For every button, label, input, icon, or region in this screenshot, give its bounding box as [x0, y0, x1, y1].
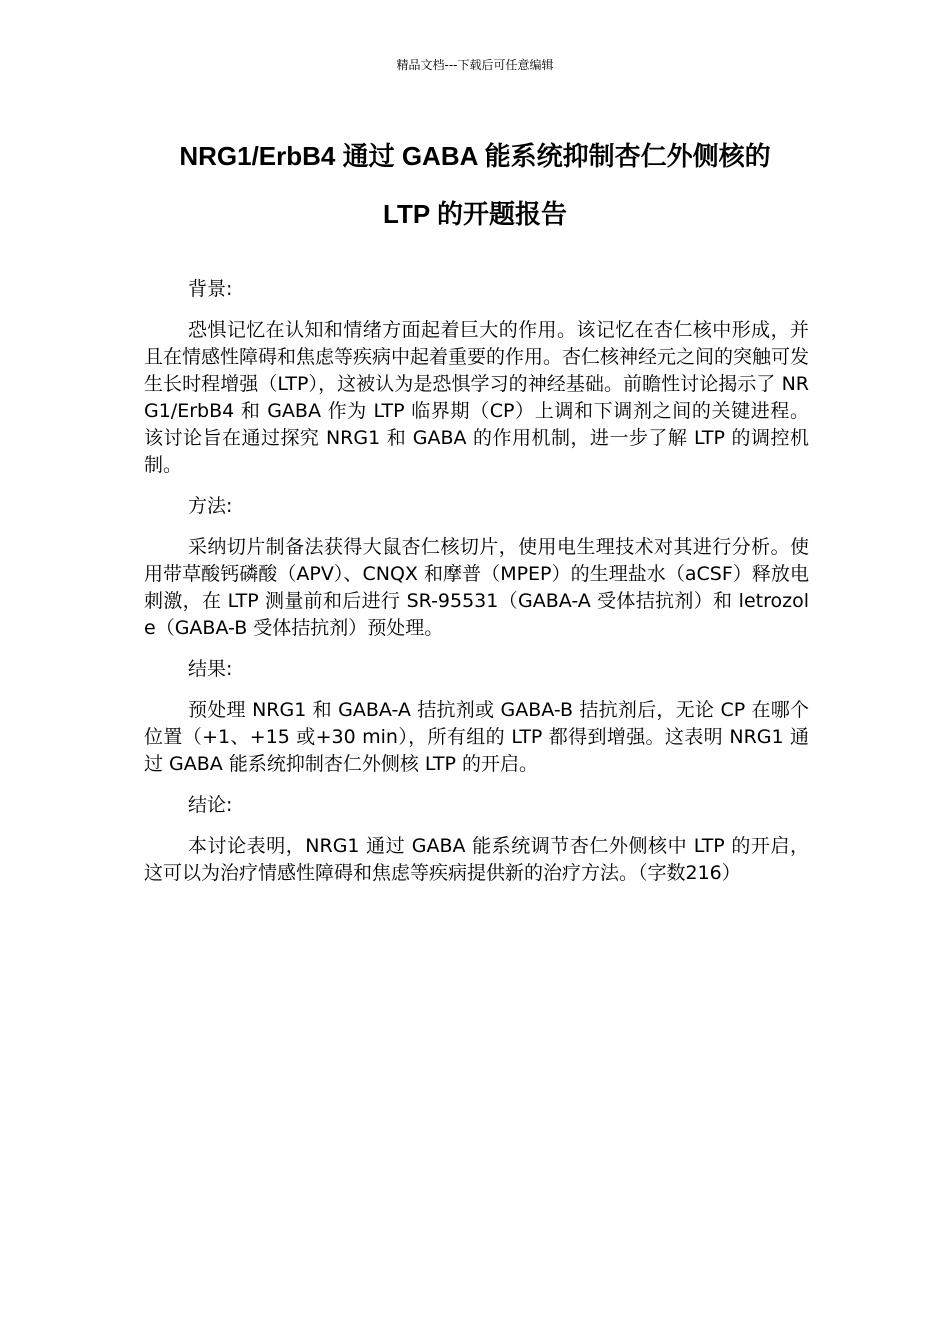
methods-heading: 方法:: [188, 495, 233, 517]
document-title-line-1: NRG1/ErbB4 通过 GABA 能系统抑制杏仁外侧核的: [179, 141, 771, 171]
methods-paragraph: 采纳切片制备法获得大鼠杏仁核切片，使用电生理技术对其进行分析。使用带草酸钙磷酸（APV）、CNQX 和摩普（MPEP）的生理盐水（aCSF）释放电刺激，在 LTP 测量前和后进行 SR-95531（GABA-A 受体拮抗剂）和 letrozole（GABA-B 受体拮抗剂）预处理。: [144, 536, 809, 639]
background-paragraph: 恐惧记忆在认知和情绪方面起着巨大的作用。该记忆在杏仁核中形成，并且在情感性障碍和焦虑等疾病中起着重要的作用。杏仁核神经元之间的突触可发生长时程增强（LTP），这被认为是恐惧学习的神经基础。前瞻性讨论揭示了 NRG1/ErbB4 和 GABA 作为 LTP 临界期（CP）上调和下调剂之间的关键进程。该讨论旨在通过探究 NRG1 和 GABA 的作用机制，进一步了解 LTP 的调控机制。: [144, 319, 810, 476]
document-title-line-2: LTP 的开题报告: [383, 199, 567, 229]
conclusion-heading: 结论:: [188, 794, 233, 816]
background-heading: 背景:: [188, 278, 233, 300]
header-note: 精品文档---下载后可任意编辑: [396, 58, 554, 72]
results-paragraph: 预处理 NRG1 和 GABA-A 拮抗剂或 GABA-B 拮抗剂后，无论 CP 在哪个位置（+1、+15 或+30 min），所有组的 LTP 都得到增强。这表明 NRG1 通过 GABA 能系统抑制杏仁外侧核 LTP 的开启。: [144, 699, 809, 775]
results-heading: 结果:: [188, 658, 233, 680]
conclusion-paragraph: 本讨论表明，NRG1 通过 GABA 能系统调节杏仁外侧核中 LTP 的开启，这可以为治疗情感性障碍和焦虑等疾病提供新的治疗方法。（字数216）: [144, 835, 809, 884]
document-body: [144, 276, 809, 901]
